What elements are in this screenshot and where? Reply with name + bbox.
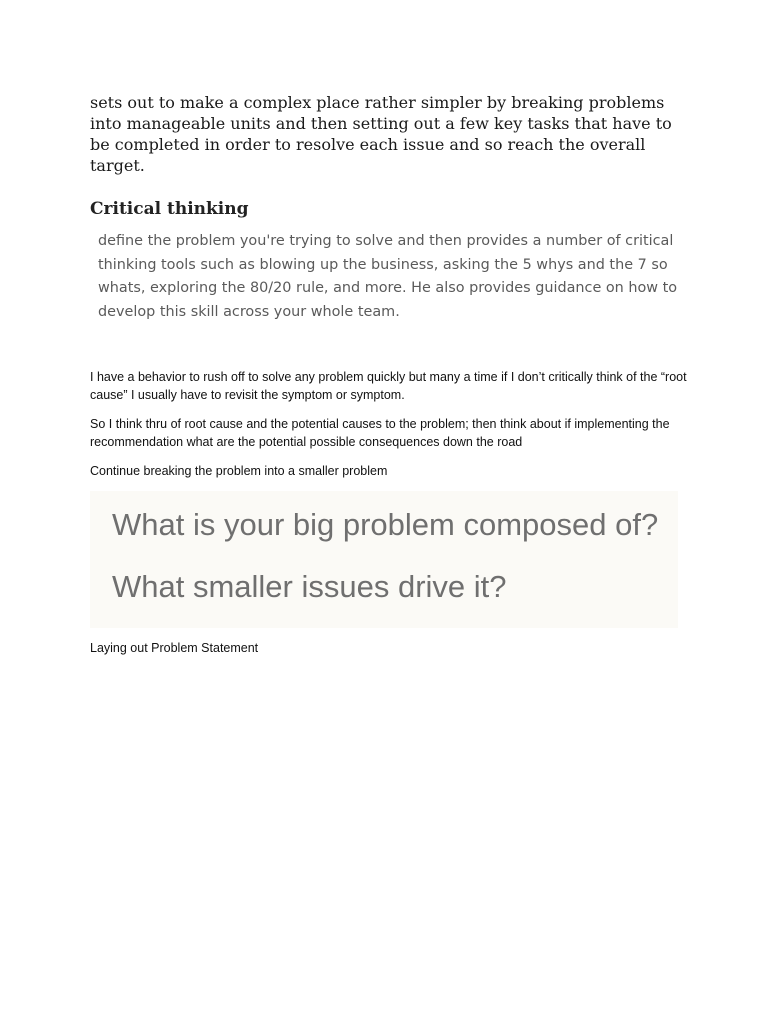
paragraph-problem-statement: Laying out Problem Statement xyxy=(90,641,259,655)
banner-question-2: What smaller issues drive it? xyxy=(112,569,507,604)
intro-paragraph: sets out to make a complex place rather simpler by breaking problems into manageable units and then setting out a few key tasks that have to be completed in order to resolve each issue and so reach the overall target. xyxy=(90,93,672,175)
paragraph-root-cause: So I think thru of root cause and the potential causes to the problem; then think about if implementing the recommendation what are the potential possible consequences down the road xyxy=(90,417,670,449)
section-heading: Critical thinking xyxy=(90,199,249,219)
paragraph-breaking-down: Continue breaking the problem into a smaller problem xyxy=(90,464,388,478)
banner-question-1: What is your big problem composed of? xyxy=(112,507,659,542)
question-banner-image xyxy=(90,491,678,628)
paragraph-behavior: I have a behavior to rush off to solve any problem quickly but many a time if I don’t critically think of the “root cause” I usually have to revisit the symptom or symptom. xyxy=(90,370,687,402)
quoted-excerpt: define the problem you're trying to solve and then provides a number of critical thinking tools such as blowing up the business, asking the 5 whys and the 7 so whats, exploring the 80/20 rule, and more. He also provides guidance on how to develop this skill across your whole team. xyxy=(98,233,678,320)
